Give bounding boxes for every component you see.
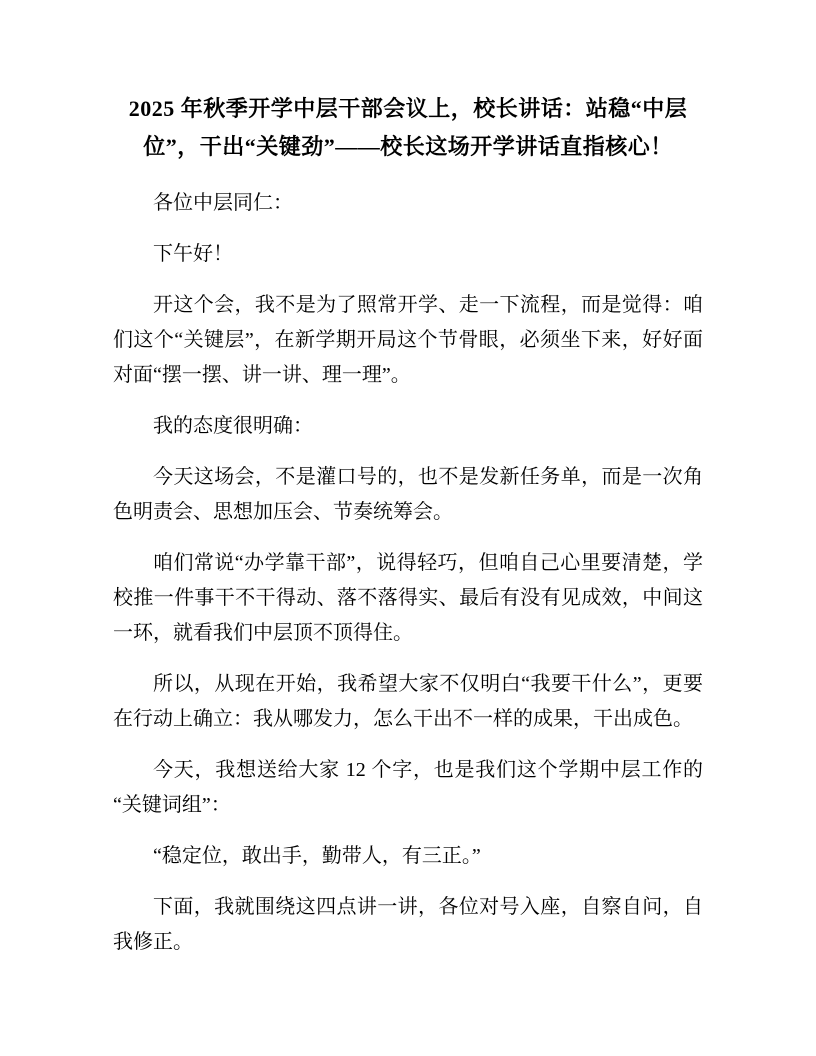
- paragraph: 今天这场会，不是灌口号的，也不是发新任务单，而是一次角色明责会、思想加压会、节奏统筹会。: [113, 466, 703, 523]
- paragraph: 所以，从现在开始，我希望大家不仅明白“我要干什么”，更要在行动上确立：我从哪发力，怎么干出不一样的成果，干出成色。: [113, 673, 703, 730]
- paragraph: 我的态度很明确：: [153, 415, 313, 437]
- paragraph: 今天，我想送给大家 12 个字，也是我们这个学期中层工作的“关键词组”：: [113, 759, 703, 816]
- paragraph: 下面，我就围绕这四点讲一讲，各位对号入座，自察自问，自我修正。: [113, 896, 703, 953]
- paragraph: 开这个会，我不是为了照常开学、走一下流程，而是觉得：咱们这个“关键层”，在新学期开局这个节骨眼，必须坐下来，好好面对面“摆一摆、讲一讲、理一理”。: [113, 294, 703, 386]
- paragraph: 下午好！: [153, 243, 233, 265]
- paragraph: “稳定位，敢出手，勤带人，有三正。”: [153, 845, 481, 867]
- document-body: [113, 186, 703, 960]
- paragraph: 咱们常说“办学靠干部”，说得轻巧，但咱自己心里要清楚，学校推一件事干不干得动、落不落得实、最后有没有见成效，中间这一环，就看我们中层顶不顶得住。: [113, 552, 703, 644]
- document-title: 2025 年秋季开学中层干部会议上，校长讲话：站稳“中层位”，干出“关键劲”——校长这场开学讲话直指核心！: [128, 96, 688, 159]
- paragraph: 各位中层同仁：: [153, 192, 293, 214]
